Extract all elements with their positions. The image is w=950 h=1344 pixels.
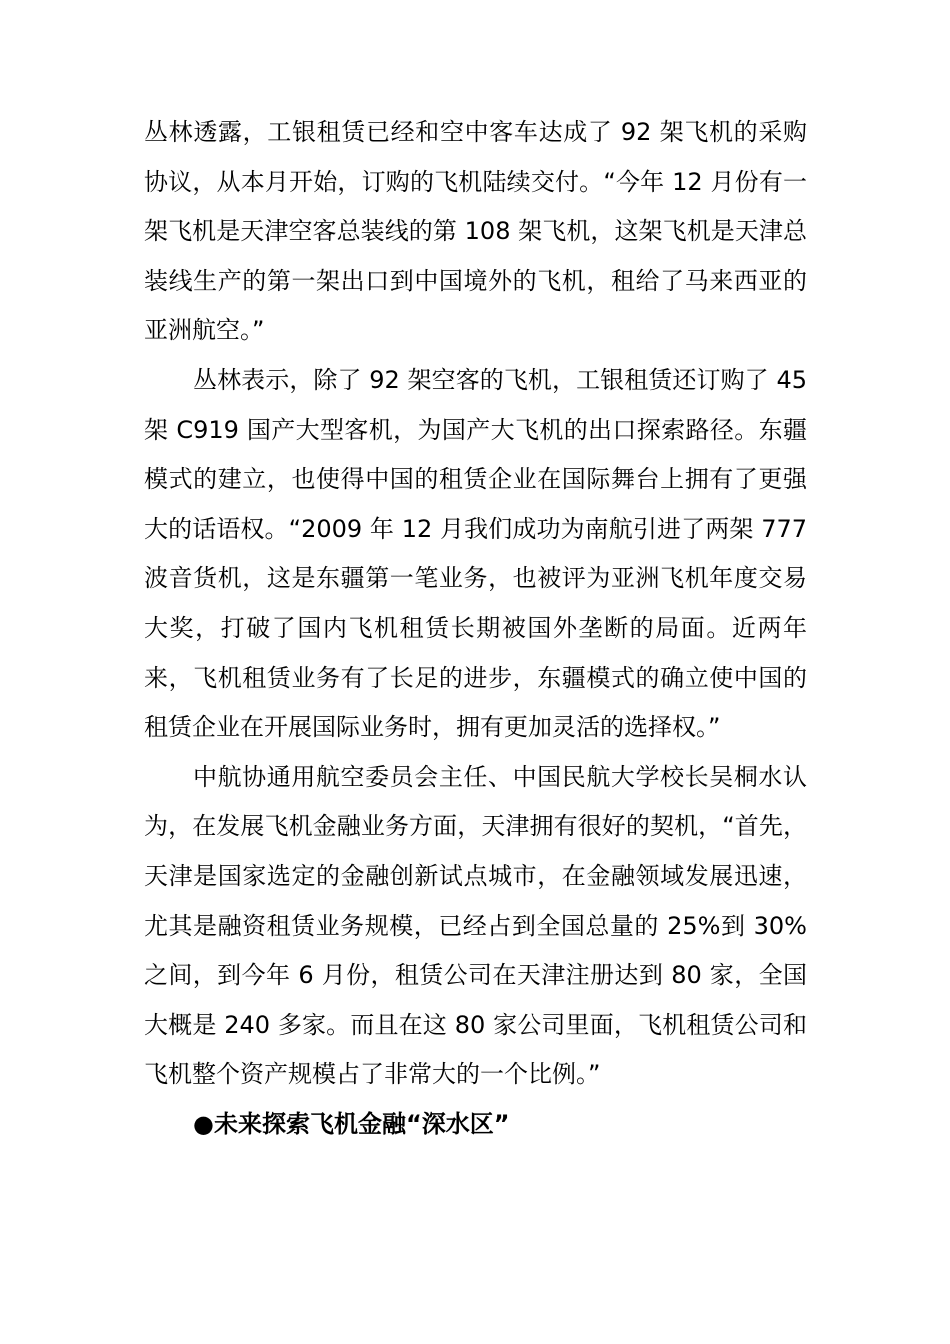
paragraph-conglin-c919: 丛林表示，除了 92 架空客的飞机，工银租赁还订购了 45 架 C919 国产大型客机，为国产大飞机的出口探索路径。东疆模式的建立，也使得中国的租赁企业在国际舞台上拥有了更强大的话语权。“2009 年 12 月我们成功为南航引进了两架 777 波音货机，这是东疆第一笔业务，也被评为亚洲飞机年度交易大奖，打破了国内飞机租赁长期被国外垄断的局面。近两年来，飞机租赁业务有了长足的进步，东疆模式的确立使中国的租赁企业在开展国际业务时，拥有更加灵活的选择权。” — [144, 365, 807, 742]
paragraph-conglin-disclosure: 丛林透露，工银租赁已经和空中客车达成了 92 架飞机的采购协议，从本月开始，订购的飞机陆续交付。“今年 12 月份有一架飞机是天津空客总装线的第 108 架飞机，这架飞机是天津总装线生产的第一架出口到中国境外的飞机，租给了马来西亚的亚洲航空。” — [144, 118, 807, 345]
document-page — [144, 108, 807, 1149]
paragraph-wu-tongshui: 中航协通用航空委员会主任、中国民航大学校长吴桐水认为，在发展飞机金融业务方面，天津拥有很好的契机，“首先，天津是国家选定的金融创新试点城市，在金融领域发展迅速，尤其是融资租赁业务规模，已经占到全国总量的 25%到 30%之间，到今年 6 月份，租赁公司在天津注册达到 80 家，全国大概是 240 多家。而且在这 80 家公司里面，飞机租赁公司和飞机整个资产规模占了非常大的一个比例。” — [144, 762, 807, 1089]
section-heading: ●未来探索飞机金融“深水区” — [193, 1109, 510, 1138]
